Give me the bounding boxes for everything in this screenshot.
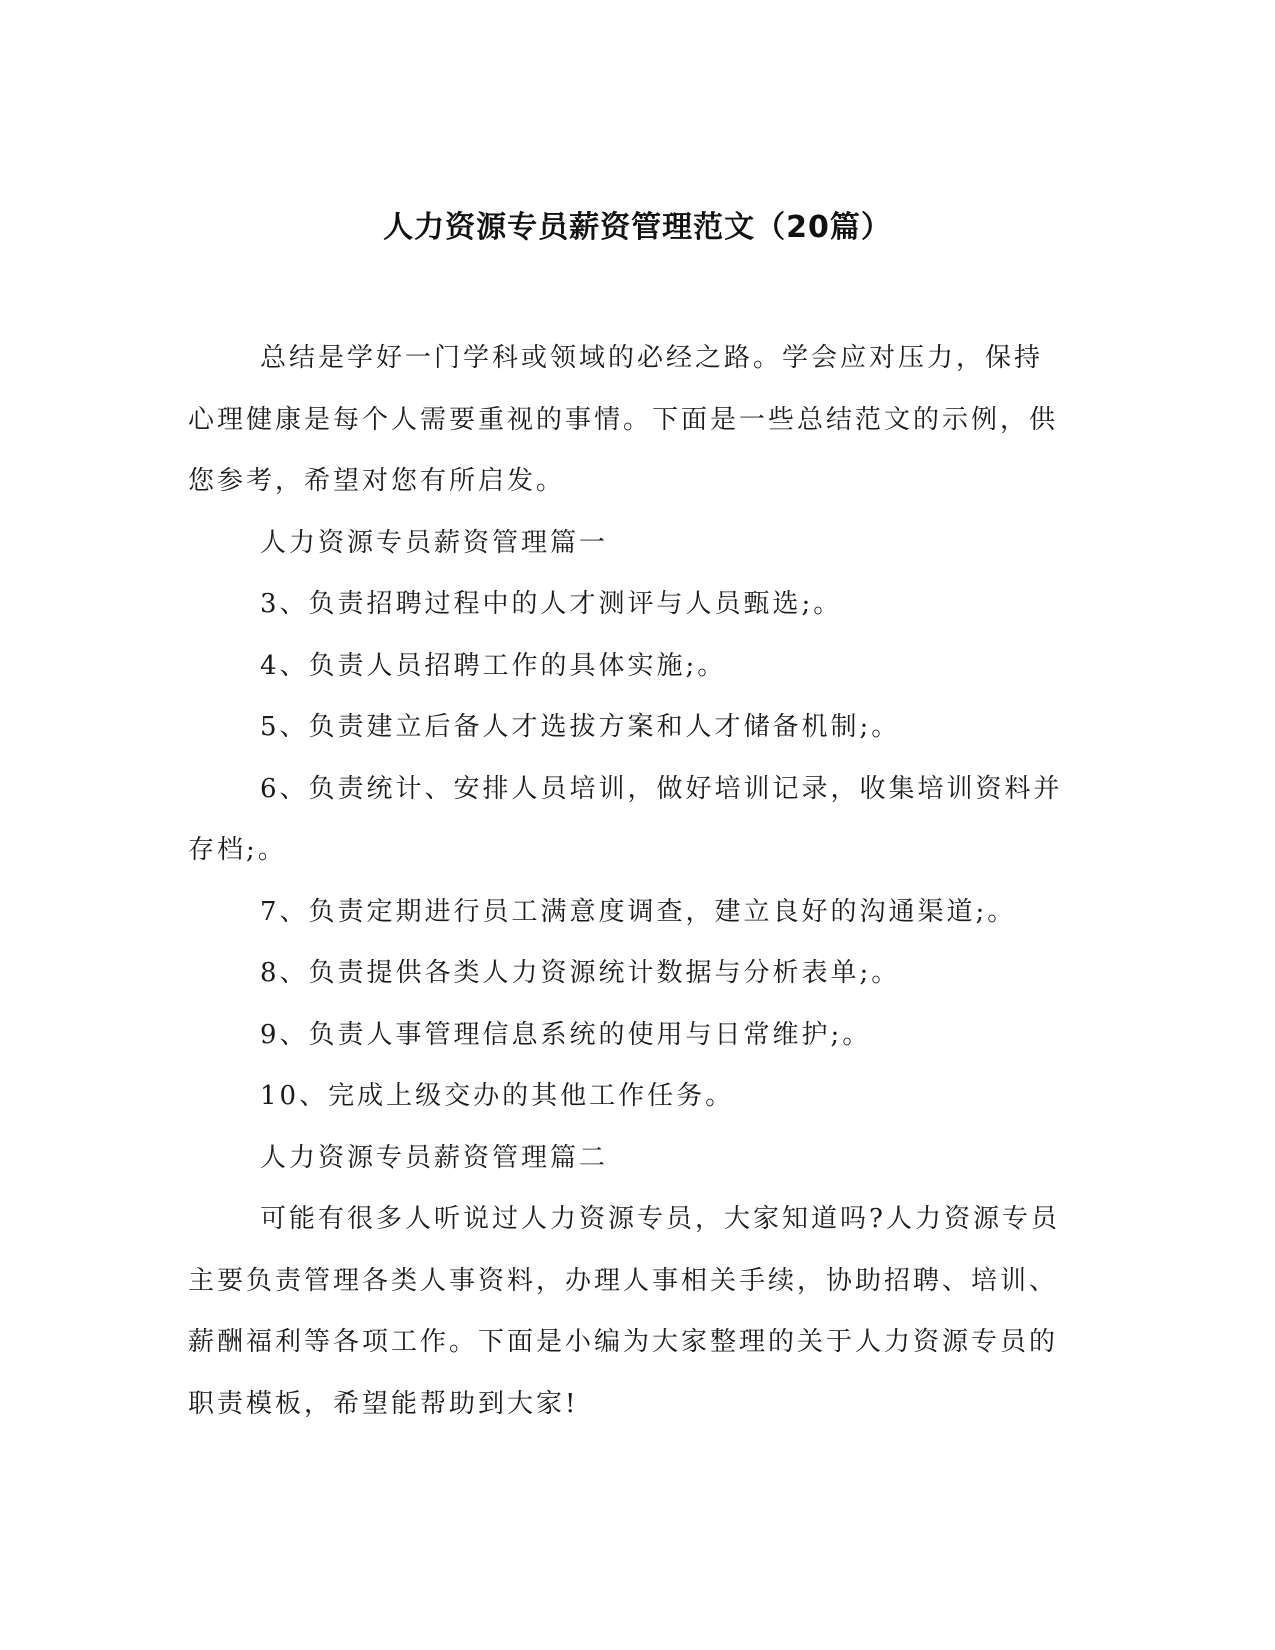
list-item: 6、负责统计、安排人员培训，做好培训记录，收集培训资料并存档;。 <box>188 773 1063 865</box>
document-body <box>188 328 1068 1435</box>
list-item: 7、负责定期进行员工满意度调查，建立良好的沟通渠道;。 <box>260 896 1017 927</box>
list-item: 3、负责招聘过程中的人才测评与人员甄选;。 <box>260 589 843 619</box>
list-item: 5、负责建立后备人才选拔方案和人才储备机制;。 <box>260 712 901 742</box>
section-heading-1: 人力资源专员薪资管理篇一 <box>260 527 609 558</box>
list-item: 9、负责人事管理信息系统的使用与日常维护;。 <box>260 1019 872 1050</box>
section-heading-2: 人力资源专员薪资管理篇二 <box>260 1142 609 1173</box>
intro-paragraph: 总结是学好一门学科或领域的必经之路。学会应对压力，保持心理健康是每个人需要重视的事情。下面是一些总结范文的示例，供您参考，希望对您有所启发。 <box>188 343 1059 496</box>
list-item: 4、负责人员招聘工作的具体实施;。 <box>260 650 727 681</box>
body-paragraph: 可能有很多人听说过人力资源专员，大家知道吗?人力资源专员主要负责管理各类人事资料，办理人事相关手续，协助招聘、培训、薪酬福利等各项工作。下面是小编为大家整理的关于人力资源专员的职责模板，希望能帮助到大家! <box>188 1204 1060 1419</box>
document-title: 人力资源专员薪资管理范文（20篇） <box>383 210 892 245</box>
list-item: 8、负责提供各类人力资源统计数据与分析表单;。 <box>260 958 901 988</box>
list-item: 10、完成上级交办的其他工作任务。 <box>260 1081 735 1111</box>
